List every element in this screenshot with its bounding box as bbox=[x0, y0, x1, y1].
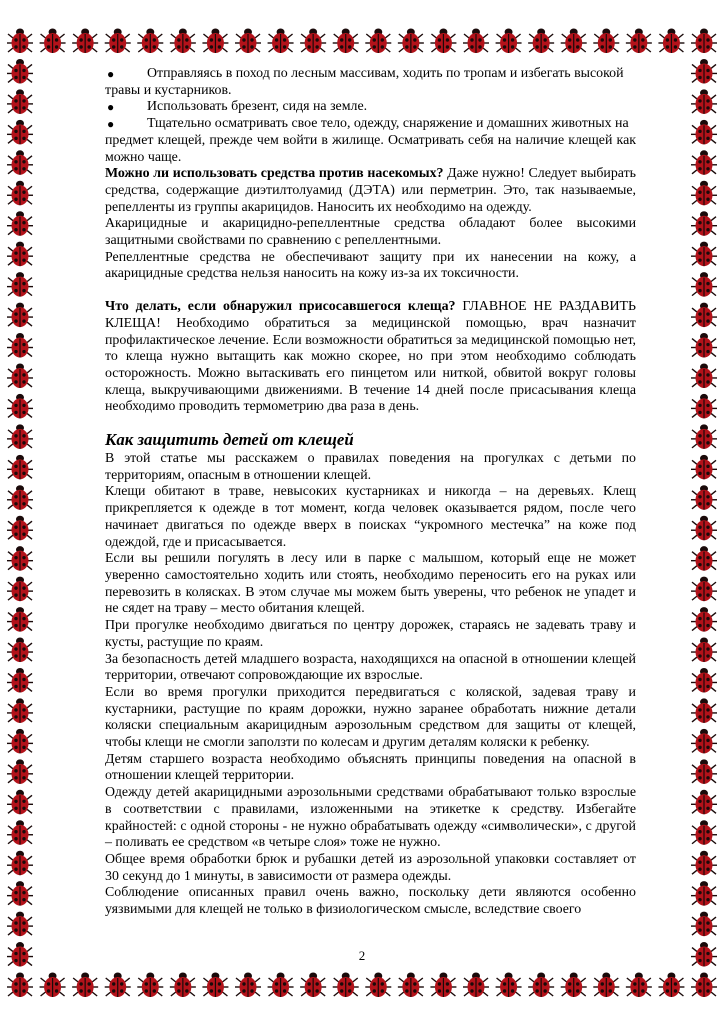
body-paragraph: За безопасность детей младшего возраста, находящихся на опасной в отношении клещей территории, отвечают сопровождающие их взрослые. bbox=[105, 651, 636, 684]
ladybug-icon bbox=[170, 29, 196, 54]
ladybug-icon bbox=[626, 973, 652, 998]
ladybug-icon bbox=[40, 29, 66, 54]
ladybug-icon bbox=[691, 272, 717, 297]
bullet-text-continued: травы и кустарников. bbox=[105, 82, 232, 98]
ladybug-icon bbox=[691, 851, 717, 876]
ladybug-icon bbox=[496, 29, 522, 54]
ladybug-icon bbox=[7, 973, 33, 998]
ladybug-icon bbox=[691, 59, 717, 84]
ladybug-icon bbox=[7, 912, 33, 937]
ladybug-icon bbox=[7, 759, 33, 784]
body-paragraph: Если вы решили погулять в лесу или в парке с малышом, который еще не может уверенно самостоятельно ходить или стоять, необходимо переносить его на руках или перевозить в колясках. В этом случае мы можем быть уверены, что ребенок не упадет и не сядет на траву – место обитания клещей. bbox=[105, 551, 636, 617]
page-number: 2 bbox=[358, 948, 366, 963]
ladybug-icon bbox=[7, 455, 33, 480]
ladybug-icon bbox=[658, 29, 684, 54]
bullet-text-continued: предмет клещей, прежде чем войти в жилище. Осматривать себя на наличие клещей как можно чаще. bbox=[105, 132, 636, 165]
body-paragraph: Соблюдение описанных правил очень важно, поскольку дети являются особенно уязвимыми для клещей не только в физиологическом смысле, вследствие своего bbox=[105, 885, 636, 918]
ladybug-icon bbox=[463, 973, 489, 998]
bullet-item bbox=[105, 116, 636, 166]
ladybug-icon bbox=[691, 242, 717, 267]
body-paragraph: Детям старшего возраста необходимо объяснять принципы поведения на опасной в отношении клещей территории. bbox=[105, 751, 636, 784]
ladybug-icon bbox=[398, 973, 424, 998]
ladybug-icon bbox=[496, 973, 522, 998]
ladybug-icon bbox=[7, 211, 33, 236]
ladybug-icon bbox=[561, 973, 587, 998]
body-paragraph: При прогулке необходимо двигаться по центру дорожек, стараясь не задевать траву и кусты, растущие по краям. bbox=[105, 618, 636, 650]
repellent-answer: Даже нужно! Следует выбирать средства, содержащие диэтилтолуамид (ДЭТА) или перметрин. Это, так называемые, репелленты из группы акарицидов. Наносить их необходимо на одежду. bbox=[105, 166, 637, 215]
ladybug-icon bbox=[463, 29, 489, 54]
ladybug-icon bbox=[40, 973, 66, 998]
ladybug-icon bbox=[202, 973, 228, 998]
ladybug-icon bbox=[137, 973, 163, 998]
body-paragraph: В этой статье мы расскажем о правилах поведения на прогулках с детьми по территориям, опасным в отношении клещей. bbox=[105, 451, 636, 483]
ladybug-icon bbox=[7, 424, 33, 449]
ladybug-icon bbox=[365, 973, 391, 998]
ladybug-icon bbox=[235, 973, 261, 998]
section-body bbox=[105, 451, 636, 919]
skin-paragraph: Репеллентные средства не обеспечивают защиту при их нанесении на кожу, а акарицидные средства нельзя наносить на кожу из-за их токсичности. bbox=[105, 249, 636, 282]
ladybug-icon bbox=[691, 516, 717, 541]
ladybug-icon bbox=[7, 181, 33, 206]
ladybug-icon bbox=[7, 303, 33, 328]
ladybug-icon bbox=[7, 668, 33, 693]
ladybug-icon bbox=[7, 851, 33, 876]
ladybug-icon bbox=[691, 424, 717, 449]
ladybug-icon bbox=[7, 790, 33, 815]
ladybug-icon bbox=[333, 973, 359, 998]
ladybug-icon bbox=[7, 363, 33, 388]
ladybug-icon bbox=[528, 29, 554, 54]
ladybug-icon bbox=[7, 394, 33, 419]
ladybug-icon bbox=[137, 29, 163, 54]
body-paragraph: Клещи обитают в траве, невысоких кустарниках и никогда – на деревьях. Клещ прикрепляется к одежде в тот момент, когда человек оказывается рядом, после чего начинает двигаться по одежде вверх в поисках “укромного местечка” на коже под одеждой, где и присасывается. bbox=[105, 484, 636, 550]
bullet-icon: ● bbox=[107, 117, 115, 132]
ladybug-icon bbox=[7, 881, 33, 906]
ladybug-icon bbox=[398, 29, 424, 54]
ladybug-icon bbox=[7, 272, 33, 297]
ladybug-icon bbox=[691, 333, 717, 358]
ladybug-icon bbox=[268, 29, 294, 54]
ladybug-icon bbox=[691, 790, 717, 815]
ladybug-icon bbox=[691, 759, 717, 784]
ladybug-icon bbox=[691, 363, 717, 388]
ladybug-icon bbox=[691, 973, 717, 998]
ladybug-icon bbox=[7, 333, 33, 358]
ladybug-icon bbox=[691, 455, 717, 480]
ladybug-icon bbox=[691, 638, 717, 663]
ladybug-icon bbox=[691, 881, 717, 906]
repellent-question: Можно ли использовать средства против насекомых? bbox=[105, 166, 444, 182]
ladybug-icon bbox=[7, 59, 33, 84]
bullet-item bbox=[105, 99, 636, 116]
ladybug-icon bbox=[430, 29, 456, 54]
ladybug-icon bbox=[7, 89, 33, 114]
ladybug-icon bbox=[691, 89, 717, 114]
ladybug-icon bbox=[7, 120, 33, 145]
ladybug-icon bbox=[593, 973, 619, 998]
ladybug-icon bbox=[626, 29, 652, 54]
ladybug-icon bbox=[72, 29, 98, 54]
ladybug-icon bbox=[528, 973, 554, 998]
ladybug-icon bbox=[170, 973, 196, 998]
body-paragraph: Одежду детей акарицидными аэрозольными средствами обрабатывают только взрослые в соответствии с правилами, изложенными на этикетке к средству. Избегайте крайностей: с одной стороны - не нужно обрабатывать одежду «символически», с другой – поливать ее средством «в четыре слоя» тоже не нужно. bbox=[105, 785, 636, 851]
ladybug-icon bbox=[7, 607, 33, 632]
body-paragraph: Если во время прогулки приходится передвигаться с коляской, задевая траву и кустарники, растущие по краям дорожки, нужно заранее обработать нижние детали коляски специальным акарицидным аэрозольным средством для защиты от клещей, чтобы клещи не смогли заползти по колесам и другим деталям коляски к ребенку. bbox=[105, 684, 636, 751]
ladybug-icon bbox=[691, 394, 717, 419]
ladybug-icon bbox=[7, 516, 33, 541]
ladybug-icon bbox=[7, 698, 33, 723]
ladybug-icon bbox=[365, 29, 391, 54]
ladybug-icon bbox=[691, 607, 717, 632]
bullet-item bbox=[105, 66, 636, 99]
ladybug-icon bbox=[691, 485, 717, 510]
bullet-text: Отправляясь в поход по лесным массивам, ходить по тропам и избегать высокой bbox=[147, 66, 624, 81]
ladybug-icon bbox=[7, 485, 33, 510]
ladybug-icon bbox=[235, 29, 261, 54]
ladybug-icon bbox=[691, 577, 717, 602]
ladybug-icon bbox=[691, 303, 717, 328]
ladybug-icon bbox=[691, 211, 717, 236]
ladybug-icon bbox=[593, 29, 619, 54]
ladybug-icon bbox=[72, 973, 98, 998]
acaricide-paragraph: Акарицидные и акарицидно-репеллентные средства обладают более высокими защитными свойствами по сравнению с репеллентными. bbox=[105, 216, 636, 249]
ladybug-icon bbox=[202, 29, 228, 54]
ladybug-icon bbox=[7, 820, 33, 845]
ladybug-icon bbox=[691, 698, 717, 723]
ladybug-icon bbox=[7, 577, 33, 602]
bullet-list bbox=[105, 66, 636, 166]
ladybug-icon bbox=[691, 120, 717, 145]
ladybug-icon bbox=[561, 29, 587, 54]
ladybug-icon bbox=[691, 729, 717, 754]
attached-tick-question: Что делать, если обнаружил присосавшегося клеща? bbox=[105, 299, 456, 315]
attached-tick-answer: ГЛАВНОЕ НЕ РАЗДАВИТЬ КЛЕЩА! Необходимо обратиться за медицинской помощью, врач назначит профилактическое лечение. Если возможности обратиться за медицинской помощью нет, то клеща нужно вытащить как можно скорее, но при этом необходимо соблюдать осторожность. Можно вытаскивать его пинцетом или ниткой, обвитой вокруг головы клеща, выкручивающими движениями. В течение 14 дней после присасывания клеща необходимо проводить термометрию два раза в день. bbox=[105, 299, 636, 415]
ladybug-icon bbox=[7, 150, 33, 175]
bullet-text: Тщательно осматривать свое тело, одежду, снаряжение и домашних животных на bbox=[147, 116, 629, 132]
repellent-paragraph bbox=[105, 166, 636, 216]
ladybug-icon bbox=[7, 242, 33, 267]
ladybug-icon bbox=[7, 546, 33, 571]
ladybug-icon bbox=[691, 912, 717, 937]
document-page bbox=[105, 66, 636, 919]
ladybug-icon bbox=[268, 973, 294, 998]
ladybug-icon bbox=[691, 820, 717, 845]
attached-tick-paragraph bbox=[105, 299, 636, 416]
ladybug-icon bbox=[105, 29, 131, 54]
ladybug-icon bbox=[300, 973, 326, 998]
bullet-text: Использовать брезент, сидя на земле. bbox=[147, 99, 368, 115]
ladybug-icon bbox=[691, 546, 717, 571]
ladybug-icon bbox=[658, 973, 684, 998]
ladybug-icon bbox=[300, 29, 326, 54]
ladybug-icon bbox=[7, 29, 33, 54]
ladybug-icon bbox=[7, 638, 33, 663]
ladybug-icon bbox=[691, 150, 717, 175]
ladybug-icon bbox=[430, 973, 456, 998]
ladybug-icon bbox=[691, 668, 717, 693]
body-paragraph: Общее время обработки брюк и рубашки детей из аэрозольной упаковки составляет от 30 секунд до 1 минуты, в зависимости от размера одежды. bbox=[105, 851, 636, 884]
ladybug-icon bbox=[691, 181, 717, 206]
ladybug-icon bbox=[7, 729, 33, 754]
bullet-icon: ● bbox=[107, 67, 115, 81]
ladybug-icon bbox=[333, 29, 359, 54]
ladybug-icon bbox=[691, 29, 717, 54]
section-heading: Как защитить детей от клещей bbox=[105, 430, 354, 450]
ladybug-icon bbox=[105, 973, 131, 998]
bullet-icon: ● bbox=[107, 100, 115, 115]
